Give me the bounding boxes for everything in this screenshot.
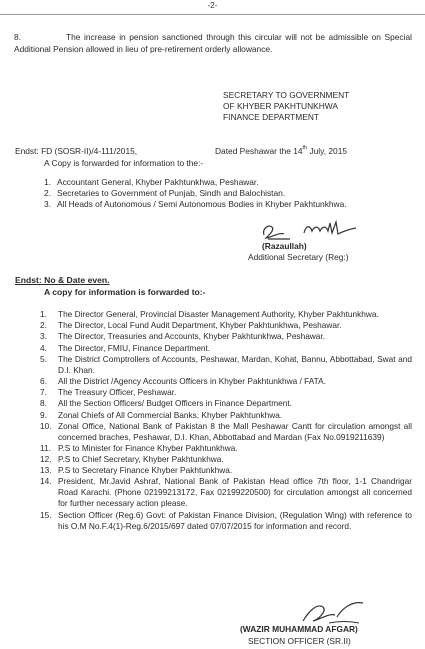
item-number: 9. [40, 409, 47, 420]
item-text: All Heads of Autonomous / Semi Autonomous Bodies in Khyber Pakhtunkhwa. [57, 199, 347, 209]
item-text: Zonal Office, National Bank of Pakistan 8 the Mall Peshawar Cantt for circulation amongst all concerned braches, Peshawar, D.I. Khan, Abbottabad and Mardan (Fax No.0919211639) [58, 420, 412, 442]
item-text: P.S to Chief Secretary, Khyber Pakhtunkhwa. [58, 454, 224, 465]
signer-name-second: (WAZIR MUHAMMAD AFGAR) [240, 624, 358, 634]
endorsement-date [215, 146, 347, 156]
item-number: 6. [40, 375, 47, 386]
paragraph-8 [14, 32, 412, 55]
date-superscript: th [302, 145, 308, 151]
list-item [40, 454, 412, 465]
item-text: P.S to Minister for Finance Khyber Pakhtunkhwa. [58, 442, 238, 453]
paragraph-text: The increase in pension sanctioned through this circular will not be admissible on Special Additional Pension allowed in lieu of pre-retirement orderly allowance. [14, 32, 412, 54]
signer-title-second: SECTION OFFICER (SR.II) [248, 636, 351, 646]
item-text: All the Section Officers/ Budget Officers in Finance Department. [58, 398, 292, 409]
list-item [40, 421, 412, 443]
signer-title-first: Additional Secretary (Reg:) [248, 252, 349, 262]
distribution-list-second [40, 309, 412, 532]
item-text: President, Mr.Javid Ashraf, National Bank of Pakistan Head office 7th floor, 1-1 Chandrigar Road Karachi. (Phone 02199213172, Fax 02199220500) for circulation amongst all concerned for further necessary action please. [58, 476, 412, 509]
list-item [40, 320, 412, 331]
list-item [40, 309, 412, 320]
item-text: The Director General, Provincial Disaster Management Authority, Khyber Pakhtunkhwa. [58, 309, 379, 319]
item-number: 15. [40, 509, 52, 520]
page-divider [0, 14, 425, 15]
item-text: P.S to Secretary Finance Khyber Pakhtunkhwa. [58, 465, 233, 476]
signatory-line-3: FINANCE DEPARTMENT [223, 112, 320, 122]
list-item [44, 199, 384, 210]
list-item [40, 465, 412, 476]
item-number: 2. [40, 320, 47, 331]
item-number: 13. [40, 465, 52, 476]
item-text: All the District /Agency Accounts Officers in Khyber Pakhtunkhwa / FATA. [58, 375, 326, 386]
endorsement-header: Endst: No & Date even. [15, 275, 110, 285]
list-item [40, 398, 412, 409]
list-item [40, 476, 412, 509]
item-text: Section Officer (Reg.6) Govt: of Pakistan Finance Division, (Regulation Wing) with reference to his O.M No.F.4(1)-Reg.6/2015/697 dated 07/07/2015 for information and record. [58, 509, 412, 531]
item-number: 3. [44, 199, 51, 209]
handwritten-signature-wazir [283, 597, 373, 627]
item-number: 1. [40, 309, 47, 319]
list-item [44, 177, 384, 188]
item-number: 3. [40, 331, 47, 342]
list-item [40, 443, 412, 454]
item-text: The District Comptrollers of Accounts, Peshawar, Mardan, Kohat, Bannu, Abbottabad, Swat and D.I. Khan. [58, 353, 412, 375]
item-number: 8. [40, 398, 47, 409]
item-number: 11. [40, 442, 51, 453]
list-item [40, 331, 412, 342]
item-text: The Director, Local Fund Audit Department, Khyber Pakhtunkhwa, Peshawar. [58, 320, 342, 331]
list-item [40, 510, 412, 532]
item-text: The Treasury Officer, Peshawar. [58, 387, 177, 398]
item-number: 7. [40, 387, 47, 398]
item-number: 12. [40, 454, 52, 465]
signer-name-first: (Razaullah) [262, 241, 307, 251]
list-item [40, 410, 412, 421]
paragraph-number: 8. [14, 32, 21, 42]
item-number: 5. [40, 353, 47, 364]
item-text: Zonal Chiefs of All Commercial Banks, Khyber Pakhtunkhwa. [58, 409, 283, 420]
signatory-line-2: OF KHYBER PAKHTUNKHWA [223, 101, 338, 111]
item-number: 10. [40, 420, 52, 431]
item-number: 14. [40, 476, 52, 487]
endorsement-reference: Endst: FD (SOSR-II)/4-111/2015, [15, 146, 138, 156]
item-text: The Director, FMIU, Finance Department. [58, 342, 211, 353]
signatory-line-1: SECRETARY TO GOVERNMENT [223, 90, 350, 100]
list-item [40, 376, 412, 387]
list-item [44, 188, 384, 199]
item-text: The Director, Treasuries and Accounts, Khyber Pakhtunkhwa, Peshawar. [58, 331, 326, 342]
item-number: 1. [44, 177, 51, 187]
item-number: 4. [40, 342, 47, 353]
handwritten-signature-razaullah [260, 219, 360, 243]
item-text: Secretaries to Government of Punjab, Sindh and Balochistan. [57, 188, 286, 198]
copy-information-line: A copy for information is forwarded to:- [44, 287, 206, 297]
page-number: -2- [207, 1, 218, 10]
list-item [40, 343, 412, 354]
list-item [40, 387, 412, 398]
item-number: 2. [44, 188, 51, 198]
date-suffix: July, 2015 [307, 146, 348, 156]
date-prefix: Dated Peshawar the 14 [215, 146, 303, 156]
item-text: Accountant General, Khyber Pakhtunkhwa, Peshawar. [57, 177, 259, 187]
copy-forwarded-line: A Copy is forwarded for information to the:- [44, 158, 204, 168]
distribution-list-first [44, 177, 384, 210]
list-item [40, 354, 412, 376]
